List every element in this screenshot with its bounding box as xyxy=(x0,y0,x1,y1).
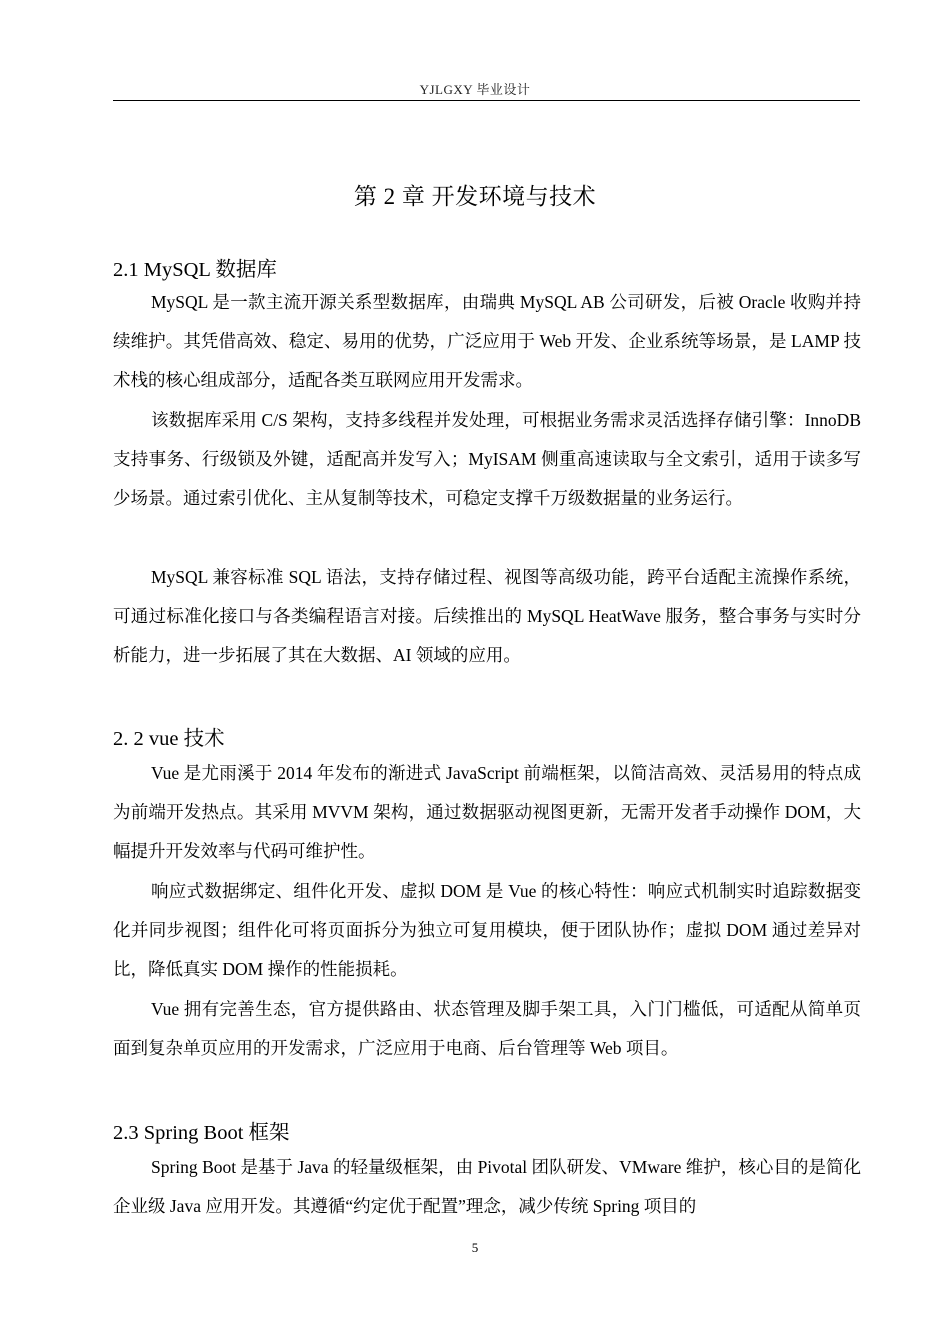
paragraph-mysql-intro: MySQL 是一款主流开源关系型数据库，由瑞典 MySQL AB 公司研发，后被 Oracle 收购并持续维护。其凭借高效、稳定、易用的优势，广泛应用于 Web 开发、企业系统等场景，是 LAMP 技术栈的核心组成部分，适配各类互联网应用开发需求。 xyxy=(113,292,861,391)
section-heading-spring-boot: 2.3 Spring Boot 框架 xyxy=(113,1122,290,1144)
chapter-title: 第 2 章 开发环境与技术 xyxy=(353,184,597,209)
paragraph-mysql-compatibility: MySQL 兼容标准 SQL 语法，支持存储过程、视图等高级功能，跨平台适配主流操作系统，可通过标准化接口与各类编程语言对接。后续推出的 MySQL HeatWave 服务，整合事务与实时分析能力，进一步拓展了其在大数据、AI 领域的应用。 xyxy=(113,567,861,666)
running-header: YJLGXY 毕业设计 xyxy=(419,82,531,97)
paragraph-mysql-architecture: 该数据库采用 C/S 架构，支持多线程并发处理，可根据业务需求灵活选择存储引擎：InnoDB 支持事务、行级锁及外键，适配高并发写入；MyISAM 侧重高速读取与全文索引，适用于读多写少场景。通过索引优化、主从复制等技术，可稳定支撑千万级数据量的业务运行。 xyxy=(113,410,861,509)
paragraph-vue-ecosystem: Vue 拥有完善生态，官方提供路由、状态管理及脚手架工具，入门门槛低，可适配从简单页面到复杂单页应用的开发需求，广泛应用于电商、后台管理等 Web 项目。 xyxy=(113,999,861,1059)
header-rule xyxy=(113,100,860,101)
paragraph-vue-features: 响应式数据绑定、组件化开发、虚拟 DOM 是 Vue 的核心特性：响应式机制实时追踪数据变化并同步视图；组件化可将页面拆分为独立可复用模块，便于团队协作；虚拟 DOM 通过差异对比，降低真实 DOM 操作的性能损耗。 xyxy=(113,881,861,980)
page-number: 5 xyxy=(471,1240,479,1255)
section-heading-mysql: 2.1 MySQL 数据库 xyxy=(113,259,277,281)
paragraph-vue-intro: Vue 是尤雨溪于 2014 年发布的渐进式 JavaScript 前端框架，以简洁高效、灵活易用的特点成为前端开发热点。其采用 MVVM 架构，通过数据驱动视图更新，无需开发者手动操作 DOM，大幅提升开发效率与代码可维护性。 xyxy=(113,763,861,862)
paragraph-spring-boot-intro: Spring Boot 是基于 Java 的轻量级框架，由 Pivotal 团队研发、VMware 维护，核心目的是简化企业级 Java 应用开发。其遵循“约定优于配置”理念，减少传统 Spring 项目的 xyxy=(113,1157,861,1217)
section-heading-vue: 2. 2 vue 技术 xyxy=(113,728,225,750)
